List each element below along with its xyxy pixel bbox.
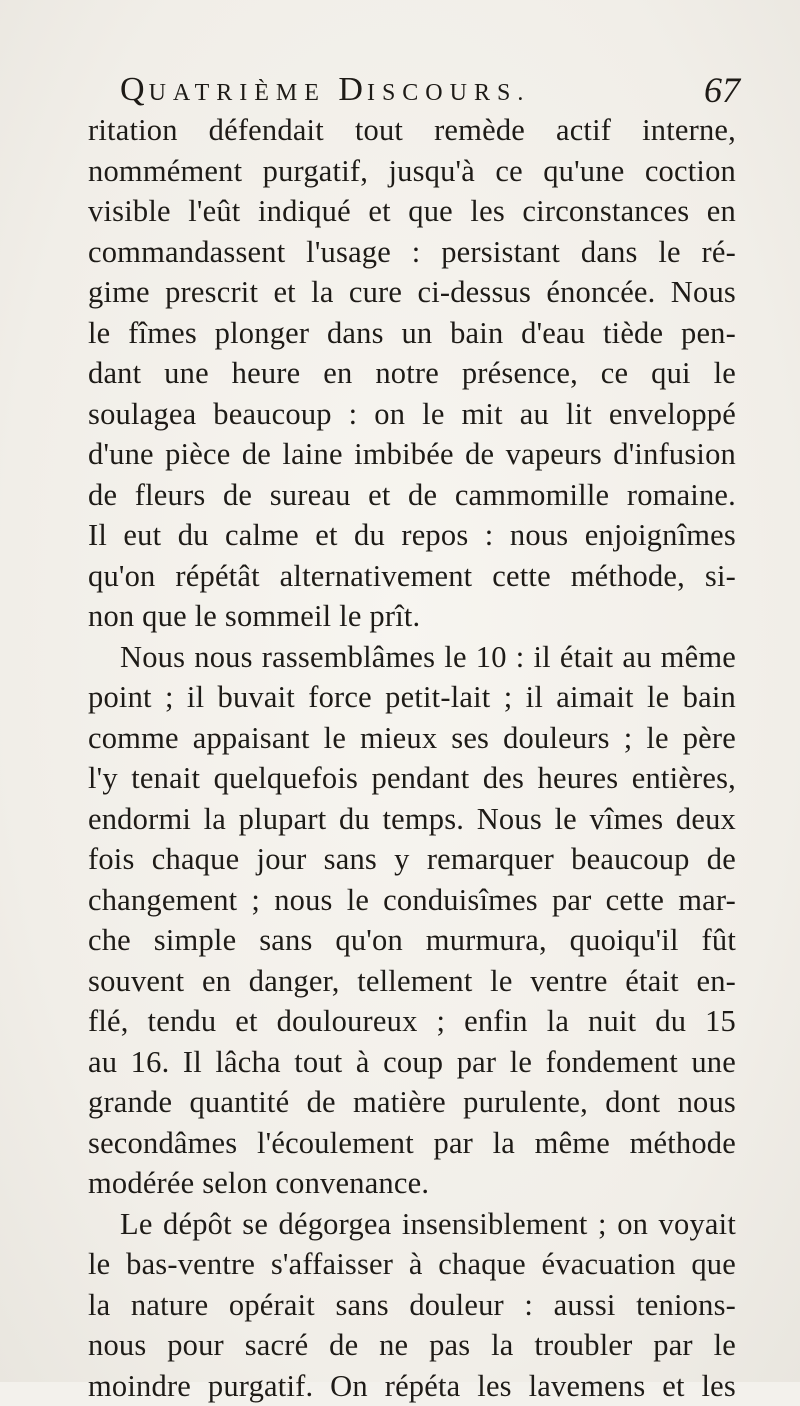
- text-line: commandassent l'usage : persistant dans le ré-: [88, 232, 736, 273]
- text-line: ritation défendait tout remède actif interne,: [88, 110, 736, 151]
- text-line: qu'on répétât alternativement cette méthode, si-: [88, 556, 736, 597]
- text-line: flé, tendu et douloureux ; enfin la nuit du 15: [88, 1001, 736, 1042]
- text-line: non que le sommeil le prît.: [88, 596, 736, 637]
- text-line: dant une heure en notre présence, ce qui le: [88, 353, 736, 394]
- text-line: grande quantité de matière purulente, dont nous: [88, 1082, 736, 1123]
- text-line: le bas-ventre s'affaisser à chaque évacuation que: [88, 1244, 736, 1285]
- text-line: che simple sans qu'on murmura, quoiqu'il fût: [88, 920, 736, 961]
- text-line: la nature opérait sans douleur : aussi tenions-: [88, 1285, 736, 1326]
- text-line: secondâmes l'écoulement par la même méthode: [88, 1123, 736, 1164]
- body-text: [88, 110, 736, 1406]
- text-line: le fîmes plonger dans un bain d'eau tiède pen-: [88, 313, 736, 354]
- running-head: [120, 70, 740, 110]
- text-line: point ; il buvait force petit-lait ; il aimait le bain: [88, 677, 736, 718]
- text-line: changement ; nous le conduisîmes par cette mar-: [88, 880, 736, 921]
- text-line: de fleurs de sureau et de cammomille romaine.: [88, 475, 736, 516]
- text-line: d'une pièce de laine imbibée de vapeurs d'infusion: [88, 434, 736, 475]
- text-line: soulagea beaucoup : on le mit au lit enveloppé: [88, 394, 736, 435]
- text-line: fois chaque jour sans y remarquer beaucoup de: [88, 839, 736, 880]
- text-line: souvent en danger, tellement le ventre était en-: [88, 961, 736, 1002]
- page-number: 67: [704, 70, 740, 110]
- text-line: gime prescrit et la cure ci-dessus énoncée. Nous: [88, 272, 736, 313]
- text-line: comme appaisant le mieux ses douleurs ; le père: [88, 718, 736, 759]
- text-line: nous pour sacré de ne pas la troubler par le: [88, 1325, 736, 1366]
- text-line: endormi la plupart du temps. Nous le vîmes deux: [88, 799, 736, 840]
- text-line: au 16. Il lâcha tout à coup par le fondement une: [88, 1042, 736, 1083]
- text-line: modérée selon convenance.: [88, 1163, 736, 1204]
- text-line: Il eut du calme et du repos : nous enjoignîmes: [88, 515, 736, 556]
- chapter-title: QUATRIÈME DISCOURS.: [120, 70, 530, 113]
- text-line: l'y tenait quelquefois pendant des heures entières,: [88, 758, 736, 799]
- text-line: visible l'eût indiqué et que les circonstances en: [88, 191, 736, 232]
- text-line: Nous nous rassemblâmes le 10 : il était au même: [88, 637, 736, 678]
- text-line: nommément purgatif, jusqu'à ce qu'une coction: [88, 151, 736, 192]
- text-line: moindre purgatif. On répéta les lavemens et les: [88, 1366, 736, 1406]
- text-line: Le dépôt se dégorgea insensiblement ; on voyait: [88, 1204, 736, 1245]
